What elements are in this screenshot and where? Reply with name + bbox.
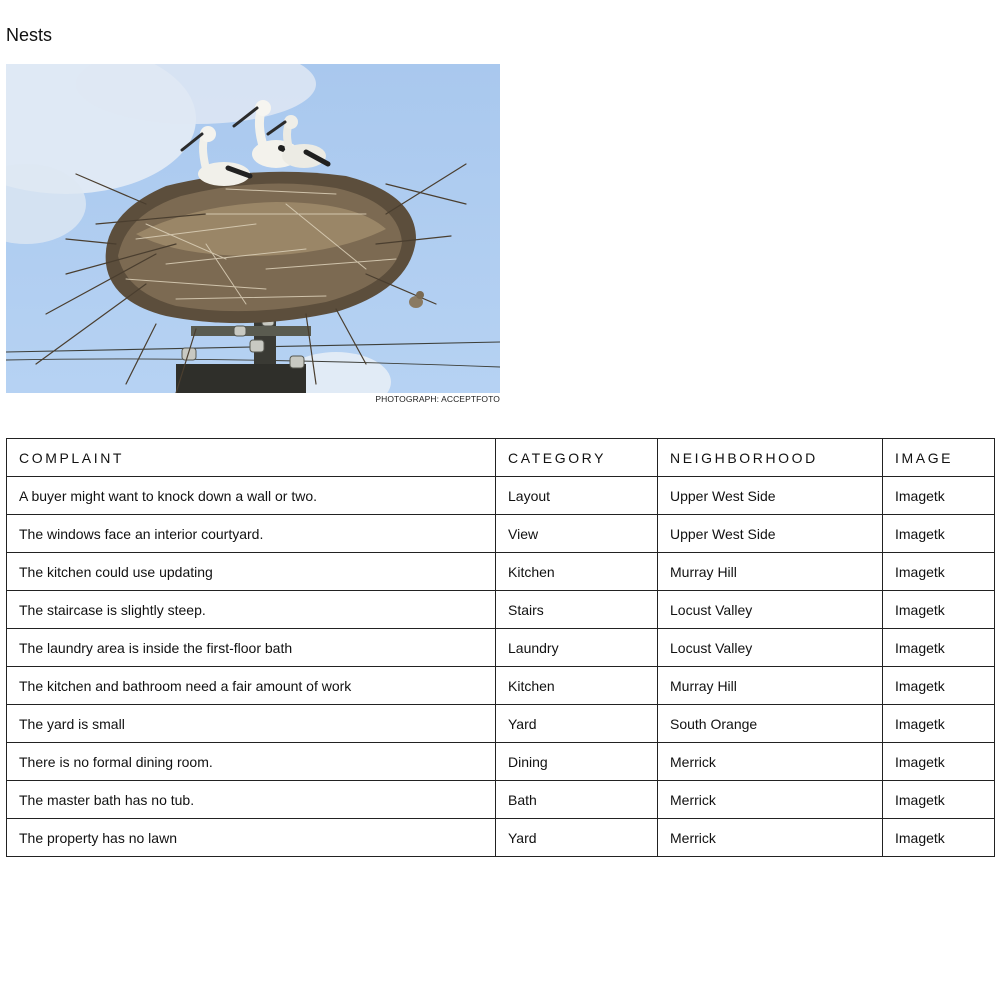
category-cell: Yard [496, 819, 658, 857]
stork-nest-photo [6, 64, 500, 393]
complaint-cell: A buyer might want to knock down a wall or two. [7, 477, 496, 515]
complaint-cell: The laundry area is inside the first-floor bath [7, 629, 496, 667]
image-cell: Imagetk [883, 819, 995, 857]
image-cell: Imagetk [883, 629, 995, 667]
category-cell: Dining [496, 743, 658, 781]
category-cell: Kitchen [496, 553, 658, 591]
category-cell: Bath [496, 781, 658, 819]
image-cell: Imagetk [883, 591, 995, 629]
complaint-cell: The property has no lawn [7, 819, 496, 857]
neighborhood-cell: Merrick [658, 743, 883, 781]
image-cell: Imagetk [883, 553, 995, 591]
page-title: Nests [6, 25, 53, 45]
complaint-cell: The windows face an interior courtyard. [7, 515, 496, 553]
photo-figure [6, 64, 500, 404]
neighborhood-cell: Upper West Side [658, 515, 883, 553]
table-row [7, 477, 995, 515]
category-cell: Yard [496, 705, 658, 743]
neighborhood-cell: Merrick [658, 781, 883, 819]
neighborhood-cell: Murray Hill [658, 553, 883, 591]
image-cell: Imagetk [883, 515, 995, 553]
table-row [7, 705, 995, 743]
complaint-cell: The staircase is slightly steep. [7, 591, 496, 629]
table-row [7, 629, 995, 667]
complaint-cell: The master bath has no tub. [7, 781, 496, 819]
image-cell: Imagetk [883, 705, 995, 743]
category-cell: View [496, 515, 658, 553]
neighborhood-cell: Locust Valley [658, 591, 883, 629]
table-row [7, 553, 995, 591]
neighborhood-cell: South Orange [658, 705, 883, 743]
column-header-complaint: COMPLAINT [7, 439, 496, 477]
table-row [7, 591, 995, 629]
neighborhood-cell: Murray Hill [658, 667, 883, 705]
category-cell: Laundry [496, 629, 658, 667]
table-row [7, 819, 995, 857]
complaint-cell: The kitchen could use updating [7, 553, 496, 591]
column-header-image: IMAGE [883, 439, 995, 477]
table-header-row [7, 439, 995, 477]
table-row [7, 743, 995, 781]
category-cell: Stairs [496, 591, 658, 629]
column-header-neighborhood: NEIGHBORHOOD [658, 439, 883, 477]
complaint-cell: The kitchen and bathroom need a fair amount of work [7, 667, 496, 705]
image-cell: Imagetk [883, 743, 995, 781]
complaints-table [6, 438, 995, 857]
table-row [7, 515, 995, 553]
neighborhood-cell: Merrick [658, 819, 883, 857]
image-cell: Imagetk [883, 477, 995, 515]
image-cell: Imagetk [883, 781, 995, 819]
neighborhood-cell: Upper West Side [658, 477, 883, 515]
column-header-category: CATEGORY [496, 439, 658, 477]
category-cell: Layout [496, 477, 658, 515]
complaint-cell: The yard is small [7, 705, 496, 743]
neighborhood-cell: Locust Valley [658, 629, 883, 667]
category-cell: Kitchen [496, 667, 658, 705]
photo-credit: PHOTOGRAPH: ACCEPTFOTO [375, 394, 500, 404]
table-row [7, 781, 995, 819]
image-cell: Imagetk [883, 667, 995, 705]
complaint-cell: There is no formal dining room. [7, 743, 496, 781]
table-row [7, 667, 995, 705]
